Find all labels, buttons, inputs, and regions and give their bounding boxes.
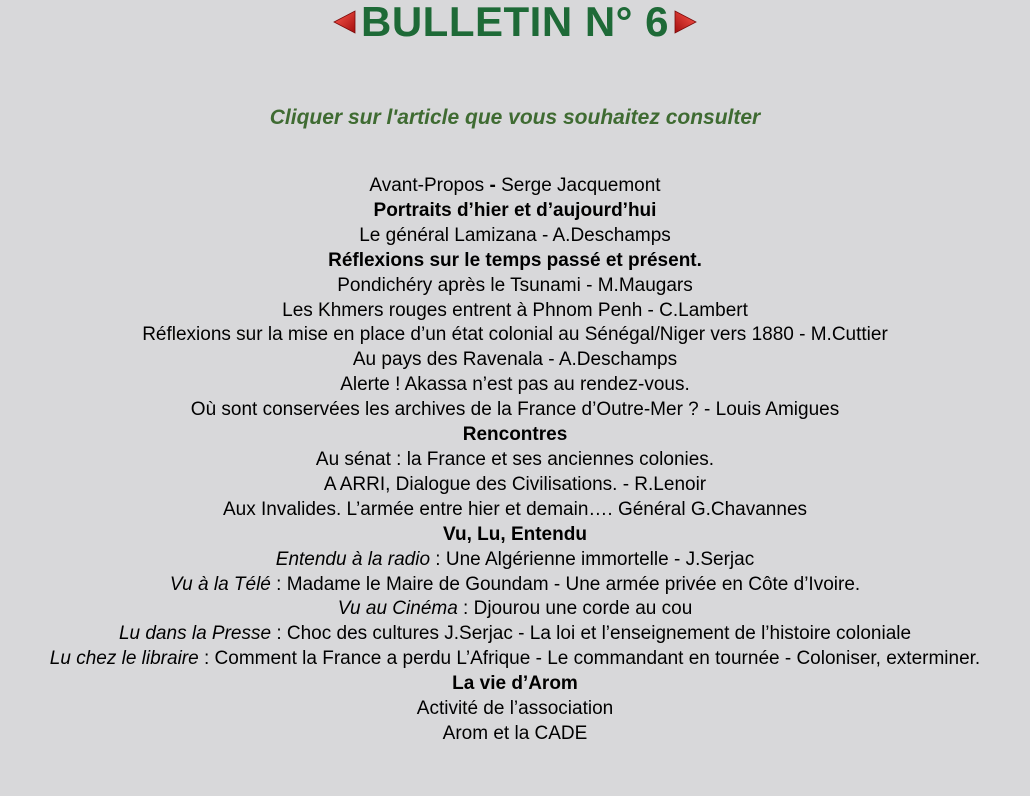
article-category-label: Vu au Cinéma — [337, 598, 458, 620]
article-list — [0, 174, 1030, 747]
article-link[interactable]: Au sénat : la France et ses anciennes colonies. — [315, 448, 715, 470]
right-triangle-arrow-icon[interactable] — [671, 7, 701, 37]
article-category-label: Lu dans la Presse — [118, 623, 272, 645]
separator: - — [484, 175, 502, 196]
left-triangle-arrow-icon[interactable] — [329, 7, 359, 37]
article-link[interactable]: Arom et la CADE — [442, 722, 588, 744]
article-link[interactable] — [0, 573, 1030, 598]
article-link[interactable]: Activité de l’association — [416, 698, 614, 720]
article-link[interactable]: Réflexions sur la mise en place d’un état colonial au Sénégal/Niger vers 1880 - M.Cuttier — [142, 324, 888, 346]
article-link[interactable]: Aux Invalides. L’armée entre hier et demain…. Général G.Chavannes — [222, 498, 808, 520]
article-link[interactable]: Le général Lamizana - A.Deschamps — [359, 224, 671, 246]
article-link-avant-propos[interactable]: Avant-Propos — [369, 175, 485, 196]
article-link[interactable]: A ARRI, Dialogue des Civilisations. - R.Lenoir — [323, 473, 707, 495]
page-header — [0, 0, 1030, 44]
section-heading: Réflexions sur le temps passé et présent. — [328, 249, 702, 271]
section-heading: Rencontres — [462, 424, 568, 446]
article-link[interactable] — [0, 548, 1030, 573]
article-author-link[interactable]: Serge Jacquemont — [501, 175, 661, 196]
title-group — [329, 0, 701, 45]
article-category-label: Lu chez le libraire — [49, 648, 199, 670]
article-link[interactable] — [0, 622, 1030, 647]
article-link[interactable]: Pondichéry après le Tsunami - M.Maugars — [337, 274, 693, 296]
article-category-label: Vu à la Télé — [169, 573, 271, 595]
article-link[interactable] — [0, 597, 1030, 622]
article-link[interactable]: Alerte ! Akassa n’est pas au rendez-vous. — [340, 374, 690, 396]
article-link-text: : Une Algérienne immortelle - J.Serjac — [430, 548, 755, 570]
section-heading: La vie d’Arom — [452, 673, 578, 695]
article-link[interactable] — [0, 647, 1030, 672]
article-link-text: : Djourou une corde au cou — [457, 598, 693, 620]
section-heading: Portraits d’hier et d’aujourd’hui — [373, 199, 657, 221]
article-link-text: : Madame le Maire de Goundam - Une armée privée en Côte d’Ivoire. — [270, 573, 861, 595]
article-link-text: : Comment la France a perdu L’Afrique - Le commandant en tournée - Coloniser, exterminer. — [198, 648, 981, 670]
section-heading: Vu, Lu, Entendu — [443, 523, 587, 545]
article-category-label: Entendu à la radio — [275, 548, 431, 570]
article-link-text: : Choc des cultures J.Serjac - La loi et l’enseignement de l’histoire coloniale — [271, 623, 912, 645]
page-title: BULLETIN N° 6 — [361, 0, 669, 45]
article-link[interactable]: Les Khmers rouges entrent à Phnom Penh - C.Lambert — [282, 299, 748, 321]
article-link[interactable]: Au pays des Ravenala - A.Deschamps — [352, 349, 678, 371]
article-link[interactable]: Où sont conservées les archives de la France d’Outre-Mer ? - Louis Amigues — [190, 399, 840, 421]
list-item — [0, 174, 1030, 199]
instruction-subtitle: Cliquer sur l'article que vous souhaitez consulter — [269, 106, 761, 129]
